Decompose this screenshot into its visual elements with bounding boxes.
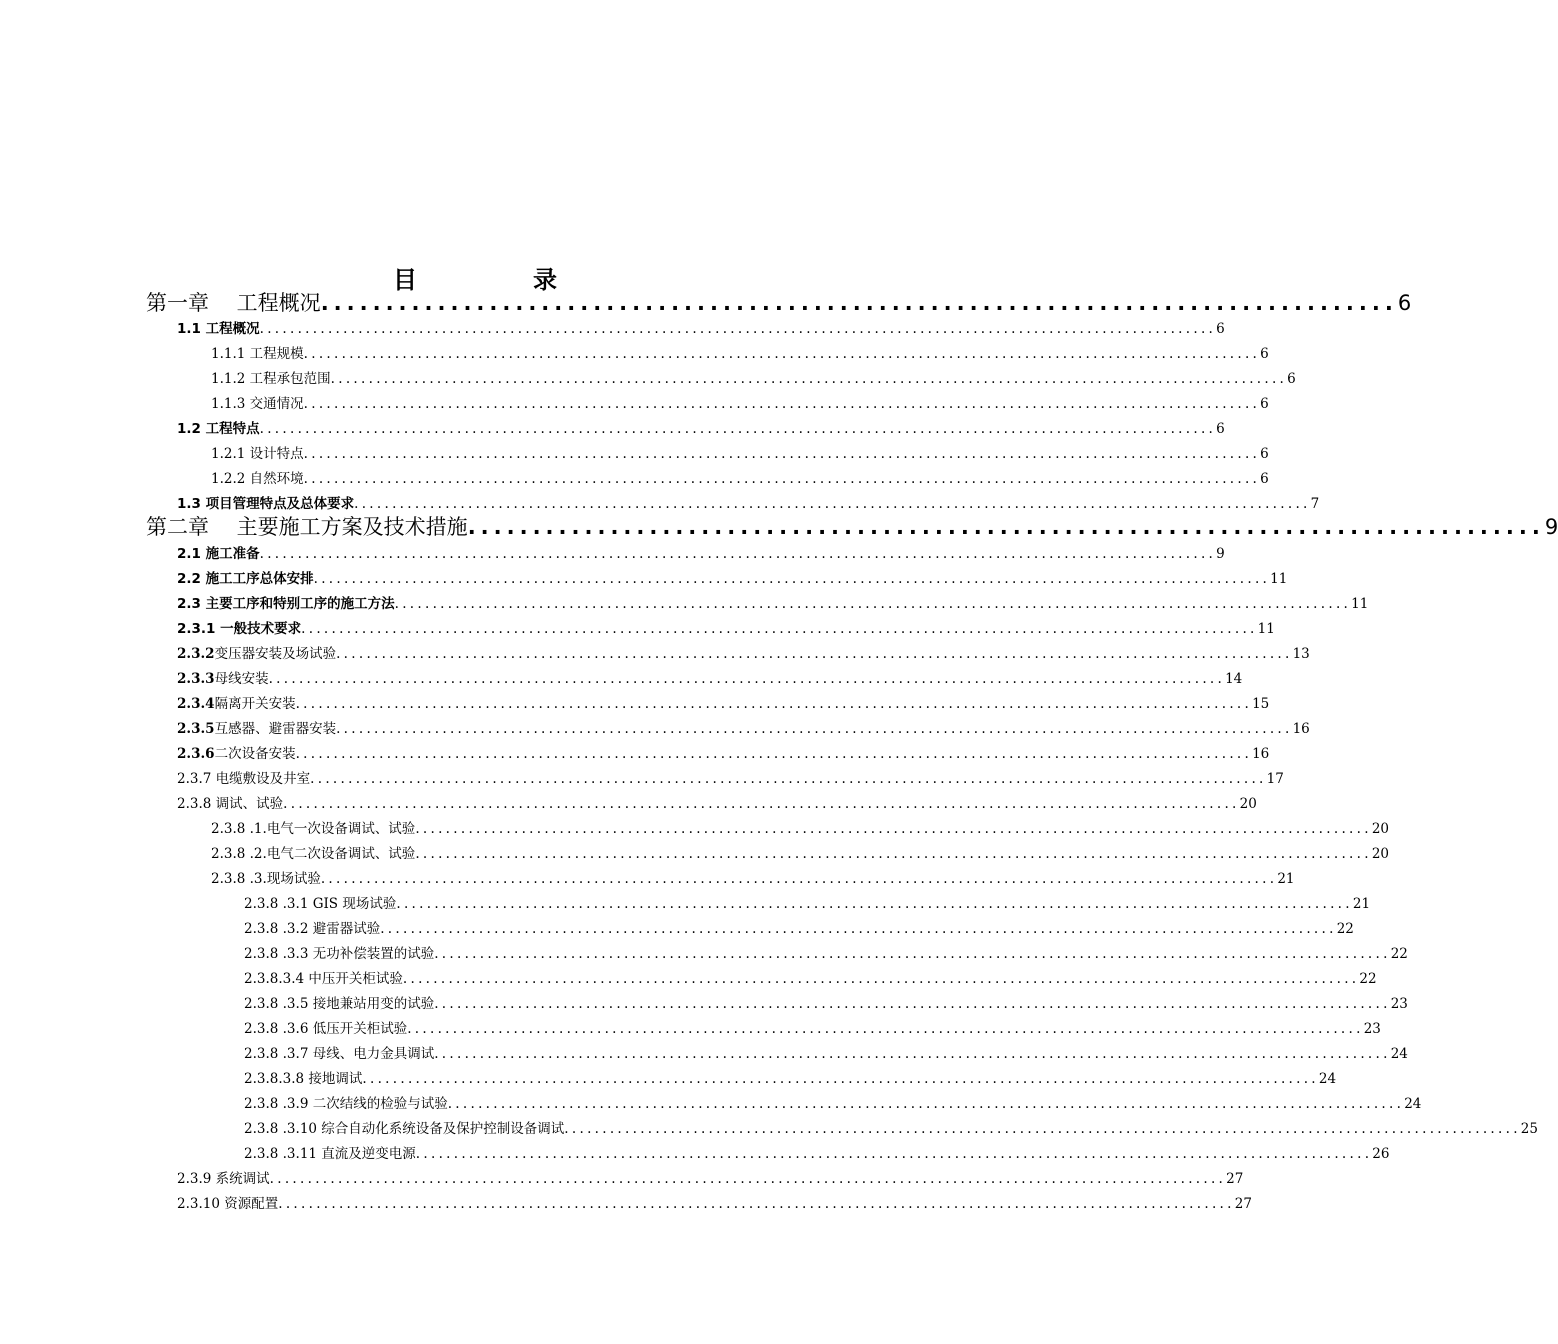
- toc-entry-page: 22: [1359, 971, 1377, 987]
- toc-entry-text: 2.3.7 电缆敷设及井室: [177, 771, 311, 787]
- toc-entry-text: 2.3.8 .2.电气二次设备调试、试验: [211, 846, 416, 862]
- toc-entry-label: 二次设备安装: [214, 746, 296, 762]
- toc-entry-text: 2.3.8 .3.1 GIS 现场试验: [244, 896, 397, 912]
- toc-entry-text: 2.3.8 .3.3 无功补偿装置的试验: [244, 946, 435, 962]
- toc-entry-page: 11: [1257, 621, 1275, 637]
- toc-entry-text: 1.1 工程概况: [177, 321, 260, 337]
- toc-entry-page: 6: [1287, 371, 1296, 387]
- toc-entry-text: 2.2 施工工序总体安排: [177, 571, 314, 587]
- toc-entry-page: 23: [1363, 1021, 1381, 1037]
- toc-entry-page: 22: [1336, 921, 1354, 937]
- toc-entry-text: [177, 742, 296, 762]
- toc-leader-dots: ..............................................................................................................................: [415, 821, 1372, 837]
- toc-leader-dots: ..............................................................................................................................: [396, 896, 1353, 912]
- toc-entry-page: 17: [1266, 771, 1284, 787]
- toc-entry-text: 2.3.8.3.4 中压开关柜试验: [244, 971, 403, 987]
- toc-entry-page: 6: [1216, 321, 1225, 337]
- toc-leader-dots: ..............................................................................................................................: [303, 346, 1261, 362]
- toc-entry-2-3-8-3-9[interactable]: [244, 1092, 1422, 1112]
- toc-entry-2-3-6[interactable]: [177, 742, 1270, 762]
- toc-entry-text: 2.3.8 调试、试验: [177, 796, 284, 812]
- toc-entry-page: 6: [1260, 396, 1269, 412]
- toc-entry-2-3-8-3-5[interactable]: [244, 992, 1408, 1012]
- toc-leader-dots: ..............................................................................................................................: [303, 396, 1261, 412]
- toc-leader-dots: ..............................................................................................................................: [269, 1171, 1227, 1187]
- toc-leader-dots: ..............................................................................................................................: [564, 1121, 1521, 1137]
- toc-leader-dots: ..............................................................................................................................: [278, 1196, 1235, 1212]
- toc-entry-text: [177, 667, 269, 687]
- toc-entry-text: 2.3.1 一般技术要求: [177, 621, 302, 637]
- toc-entry-page: 16: [1292, 721, 1310, 737]
- toc-entry-text: 第二章 主要施工方案及技术措施: [146, 515, 468, 539]
- toc-entry-page: 24: [1404, 1096, 1422, 1112]
- toc-entry-text: 2.3.8.3.8 接地调试: [244, 1071, 363, 1087]
- toc-entry-2-3[interactable]: [177, 592, 1369, 612]
- toc-entry-text: [177, 642, 336, 662]
- toc-entry-page: 15: [1252, 696, 1270, 712]
- toc-entry-number: 2.3.4: [177, 696, 215, 712]
- toc-leader-dots: ..............................................................................................................................: [295, 696, 1253, 712]
- toc-entry-text: 2.3.8 .3.2 避雷器试验: [244, 921, 381, 937]
- toc-leader-dots: ..............................................................................................................................: [295, 746, 1253, 762]
- toc-entry-number: 2.3.6: [177, 746, 215, 762]
- toc-entry-page: 21: [1352, 896, 1371, 912]
- toc-leader-dots: ..............................................................................................................................: [354, 496, 1311, 512]
- toc-leader-dots: ..............................................................................................................................: [394, 596, 1352, 612]
- toc-entry-page: 13: [1292, 646, 1310, 662]
- toc-entry-text: 2.3.9 系统调试: [177, 1171, 270, 1187]
- toc-leader-dots: ..............................................................................................................................: [434, 1046, 1391, 1062]
- toc-leader-dots: ..............................................................................................................................: [283, 796, 1240, 812]
- toc-entry-2-3-8-3-6[interactable]: [244, 1017, 1381, 1037]
- toc-entry-2-3-8-3-3[interactable]: [244, 942, 1408, 962]
- toc-entry-2-3-8-3-8[interactable]: [244, 1067, 1337, 1087]
- toc-entry-label: 隔离开关安装: [214, 696, 296, 712]
- toc-entry-page: 27: [1226, 1171, 1244, 1187]
- toc-leader-dots: ..............................................................................................................................: [259, 321, 1217, 337]
- toc-entry-text: 2.3.8 .1.电气一次设备调试、试验: [211, 821, 416, 837]
- toc-leader-dots: ...................................................................................: [467, 515, 1545, 539]
- toc-entry-text: 1.1.2 工程承包范围: [211, 371, 331, 387]
- toc-leader-dots: ..............................................................................................................................: [380, 921, 1337, 937]
- toc-entry-page: 11: [1351, 596, 1369, 612]
- toc-entry-1-1-1[interactable]: [211, 342, 1269, 362]
- toc-entry-page: 6: [1260, 346, 1269, 362]
- toc-entry-2-3-8[interactable]: [177, 792, 1257, 812]
- toc-entry-text: 第一章 工程概况: [146, 291, 321, 315]
- toc-entry-label: 母线安装: [214, 671, 269, 687]
- toc-title: 目 录: [393, 266, 603, 294]
- toc-entry-1-2-2[interactable]: [211, 467, 1269, 487]
- toc-entry-2-3-8-3-11[interactable]: [244, 1142, 1390, 1162]
- toc-entry-text: 2.3.8 .3.9 二次结线的检验与试验: [244, 1096, 448, 1112]
- toc-entry-text: 1.2.1 设计特点: [211, 446, 304, 462]
- toc-entry-page: 20: [1371, 821, 1389, 837]
- toc-entry-1-2-1[interactable]: [211, 442, 1269, 462]
- toc-entry-page: 9: [1544, 515, 1558, 539]
- toc-entry-2-3-8-3-4[interactable]: [244, 967, 1377, 987]
- toc-leader-dots: ..............................................................................................................................: [336, 646, 1293, 662]
- toc-entry-text: 1.3 项目管理特点及总体要求: [177, 496, 355, 512]
- toc-entry-text: 2.3.8 .3.6 低压开关柜试验: [244, 1021, 408, 1037]
- toc-leader-dots: ..............................................................................................................................: [415, 846, 1372, 862]
- toc-entry-1-3[interactable]: [177, 492, 1320, 512]
- toc-entry-1-1-2[interactable]: [211, 367, 1296, 387]
- toc-entry-page: 7: [1310, 496, 1320, 512]
- toc-entry-page: 26: [1372, 1146, 1390, 1162]
- toc-entry-page: 14: [1225, 671, 1243, 687]
- toc-entry-chapter-1[interactable]: [146, 287, 1412, 315]
- toc-entry-1-1[interactable]: [177, 317, 1225, 337]
- toc-entry-2-3-8-3[interactable]: [211, 867, 1295, 887]
- toc-leader-dots: ..............................................................................................................................: [303, 471, 1261, 487]
- toc-leader-dots: ..............................................................................................................................: [415, 1146, 1373, 1162]
- toc-entry-2-2[interactable]: [177, 567, 1288, 587]
- toc-entry-page: 25: [1520, 1121, 1538, 1137]
- toc-entry-number: 2.3.5: [177, 721, 215, 737]
- toc-leader-dots: ..............................................................................................................................: [303, 446, 1261, 462]
- toc-entry-text: 1.2.2 自然环境: [211, 471, 304, 487]
- toc-leader-dots: ..............................................................................................................................: [259, 546, 1217, 562]
- toc-entry-page: 16: [1252, 746, 1270, 762]
- toc-entry-2-3-10[interactable]: [177, 1192, 1252, 1212]
- toc-entry-text: 2.1 施工准备: [177, 546, 260, 562]
- toc-leader-dots: ..............................................................................................................................: [268, 671, 1226, 687]
- toc-entry-1-2[interactable]: [177, 417, 1225, 437]
- toc-leader-dots: ..............................................................................................................................: [320, 871, 1278, 887]
- toc-entry-text: 1.1.3 交通情况: [211, 396, 304, 412]
- toc-entry-label: 变压器安装及场试验: [214, 646, 337, 662]
- toc-leader-dots: ..............................................................................................................................: [362, 1071, 1319, 1087]
- toc-entry-chapter-2[interactable]: [146, 511, 1558, 539]
- toc-entry-1-1-3[interactable]: [211, 392, 1269, 412]
- toc-entry-page: 20: [1239, 796, 1257, 812]
- toc-entry-2-3-8-3-10[interactable]: [244, 1117, 1538, 1137]
- toc-entry-page: 23: [1390, 996, 1408, 1012]
- toc-entry-page: 6: [1260, 471, 1269, 487]
- toc-entry-page: 20: [1371, 846, 1389, 862]
- toc-leader-dots: ..............................................................................................................................: [447, 1096, 1405, 1112]
- toc-entry-2-3-8-2[interactable]: [211, 842, 1389, 862]
- toc-entry-text: 2.3 主要工序和特别工序的施工方法: [177, 596, 395, 612]
- toc-entry-2-3-8-1[interactable]: [211, 817, 1389, 837]
- toc-entry-2-3-9[interactable]: [177, 1167, 1244, 1187]
- toc-entry-page: 24: [1318, 1071, 1337, 1087]
- toc-leader-dots: ..............................................................................................................................: [313, 571, 1271, 587]
- toc-entry-page: 6: [1216, 421, 1225, 437]
- toc-entry-page: 27: [1234, 1196, 1252, 1212]
- toc-entry-page: 22: [1390, 946, 1408, 962]
- toc-entry-text: [177, 717, 336, 737]
- toc-entry-text: 2.3.8 .3.现场试验: [211, 871, 321, 887]
- toc-leader-dots: ..............................................................................................................................: [434, 946, 1391, 962]
- toc-entry-label: 互感器、避雷器安装: [214, 721, 337, 737]
- toc-entry-page: 9: [1216, 546, 1225, 562]
- toc-entry-text: 2.3.10 资源配置: [177, 1196, 279, 1212]
- toc-entry-2-3-4[interactable]: [177, 692, 1270, 712]
- toc-entry-2-3-8-3-2[interactable]: [244, 917, 1354, 937]
- toc-leader-dots: ..............................................................................................................................: [336, 721, 1293, 737]
- toc-entry-page: 6: [1397, 291, 1412, 315]
- toc-entry-2-3-2[interactable]: [177, 642, 1310, 662]
- toc-leader-dots: ..............................................................................................................................: [330, 371, 1288, 387]
- toc-entry-text: 2.3.8 .3.11 直流及逆变电源: [244, 1146, 416, 1162]
- toc-entry-2-3-5[interactable]: [177, 717, 1310, 737]
- toc-entry-text: 1.1.1 工程规模: [211, 346, 304, 362]
- toc-entry-text: 2.3.8 .3.10 综合自动化系统设备及保护控制设备调试: [244, 1121, 565, 1137]
- toc-entry-2-3-7[interactable]: [177, 767, 1284, 787]
- toc-leader-dots: ..............................................................................................................................: [434, 996, 1391, 1012]
- toc-entry-2-3-3[interactable]: [177, 667, 1243, 687]
- toc-entry-page: 11: [1270, 571, 1288, 587]
- toc-entry-2-3-8-3-7[interactable]: [244, 1042, 1408, 1062]
- toc-leader-dots: ..............................................................................................................................: [301, 621, 1258, 637]
- toc-entry-page: 21: [1277, 871, 1295, 887]
- toc-leader-dots: ...................................................................................: [320, 291, 1398, 315]
- toc-entry-text: 1.2 工程特点: [177, 421, 260, 437]
- toc-entry-number: 2.3.3: [177, 671, 215, 687]
- toc-leader-dots: ..............................................................................................................................: [402, 971, 1360, 987]
- toc-entry-2-3-1[interactable]: [177, 617, 1275, 637]
- toc-entry-page: 6: [1260, 446, 1269, 462]
- toc-leader-dots: ..............................................................................................................................: [259, 421, 1217, 437]
- toc-entry-page: 24: [1390, 1046, 1408, 1062]
- toc-entry-text: 2.3.8 .3.7 母线、电力金具调试: [244, 1046, 435, 1062]
- toc-entry-text: 2.3.8 .3.5 接地兼站用变的试验: [244, 996, 435, 1012]
- toc-leader-dots: ..............................................................................................................................: [310, 771, 1267, 787]
- toc-entry-text: [177, 692, 296, 712]
- toc-leader-dots: ..............................................................................................................................: [407, 1021, 1364, 1037]
- toc-entry-2-3-8-3-1[interactable]: [244, 892, 1371, 912]
- toc-entry-2-1[interactable]: [177, 542, 1225, 562]
- toc-entry-number: 2.3.2: [177, 646, 215, 662]
